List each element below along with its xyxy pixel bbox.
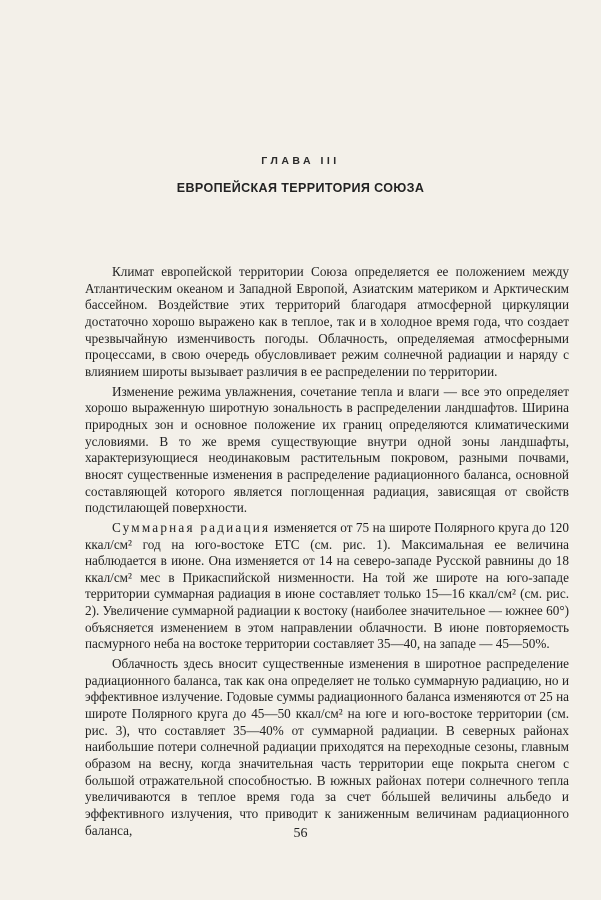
paragraph-climate-overview: Климат европейской территории Союза определяется ее положением между Атлантическим океаном и Западной Европой, Азиатским материком и Арктическим бассейном. Воздействие этих территорий благодаря атмосферной циркуляции достаточно хорошо выражено как в теплое, так и в холодное время года, что создает чрезвычайную изменчивость погоды. Облачность, определяемая атмосферными процессами, в свою очередь обусловливает режим солнечной радиации и наряду с влиянием широты вызывает различия в ее распределении по территории. [85, 264, 569, 379]
term-total-radiation: Суммарная радиация [112, 519, 271, 535]
page-number: 56 [293, 826, 308, 841]
body-text [85, 264, 569, 842]
paragraph-total-radiation [85, 520, 569, 653]
chapter-label: ГЛАВА III [261, 155, 340, 167]
paragraph-total-radiation-text: изменяется от 75 на широте Полярного круга до 120 ккал/см² год на юго-востоке ЕТС (см. рис. 1). Максимальная ее величина наблюдается в июне. Она изменяется от 14 на северо-западе Русской равнины до 18 ккал/см² мес в Прикаспийской низменности. На той же широте на юго-западе территории суммарная радиация в июне составляет только 15—16 ккал/см² (см. рис. 2). Увеличение суммарной радиации к востоку (наиболее значительное — южнее 60°) объясняется изменением в этом направлении облачности. В июне повторяемость пасмурного неба на востоке территории составляет 35—40, на западе — 45—50%. [85, 519, 569, 652]
paragraph-radiation-balance: Облачность здесь вносит существенные изменения в широтное распределение радиационного баланса, так как она определяет не только суммарную радиацию, но и эффективное излучение. Годовые суммы радиационного баланса изменяются от 25 на широте Полярного круга до 45—50 ккал/см² на юге и юго-востоке территории (см. рис. 3), что составляет 35—40% от суммарной радиации. В северных районах наибольшие потери солнечной радиации приходятся на переходные сезоны, главным образом на весну, когда значительная часть территории еще покрыта снегом с большой отражательной способностью. В южных районах потери солнечного тепла увеличиваются в теплое время года за счет бóльшей величины альбедо и эффективного излучения, что приводит к заниженным величинам радиационного баланса, [85, 656, 569, 838]
chapter-title: ЕВРОПЕЙСКАЯ ТЕРРИТОРИЯ СОЮЗА [176, 181, 425, 195]
paragraph-moisture-regime: Изменение режима увлажнения, сочетание тепла и влаги — все это определяет хорошо выраженную широтную зональность в распределении ландшафтов. Ширина природных зон и основное положение их границ определяются климатическими условиями. В то же время существующие внутри одной зоны ландшафты, характеризующиеся неодинаковым растительным покровом, разными почвами, вносят существенные изменения в распределение радиационного баланса, основной составляющей которого является поглощенная радиация, зависящая от свойств подстилающей поверхности. [85, 383, 569, 516]
